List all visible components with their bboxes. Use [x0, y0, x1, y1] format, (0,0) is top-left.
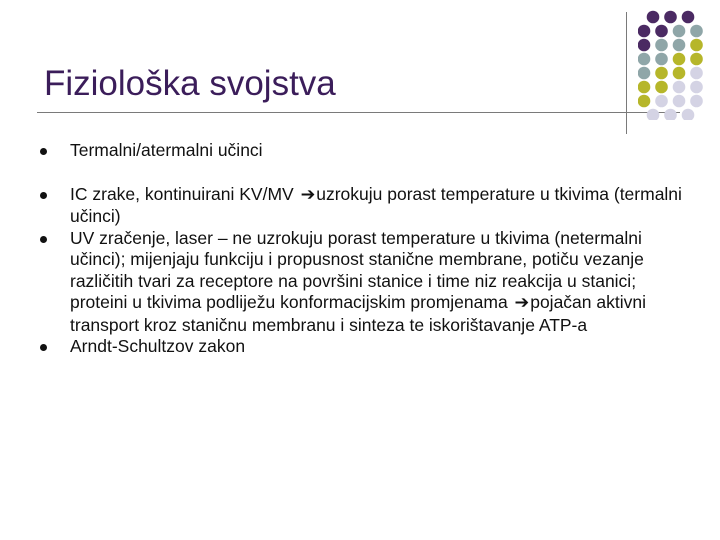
decoration-dot	[655, 53, 668, 66]
bullet-list	[38, 140, 698, 358]
decoration-dot	[638, 81, 650, 94]
decoration-dot	[664, 109, 677, 120]
decoration-dot	[682, 109, 695, 120]
bullet-text: pojačan aktivni transport kroz staničnu membranu i sinteza te iskorištavanje ATP-a	[70, 292, 646, 335]
decoration-dot	[673, 39, 686, 52]
decoration-dot	[638, 67, 650, 80]
decoration-dot	[655, 39, 668, 52]
decoration-dot	[690, 81, 703, 94]
decoration-dot	[655, 67, 668, 80]
dot-grid-decoration	[638, 10, 718, 120]
bullet-item-2	[38, 184, 698, 228]
bullet-dot-icon	[40, 192, 47, 199]
decoration-dot	[673, 67, 686, 80]
bullet-item-1	[38, 140, 698, 162]
title-divider	[37, 112, 680, 113]
corner-divider	[626, 12, 627, 134]
decoration-dot	[647, 11, 660, 24]
bullet-text: IC zrake, kontinuirani KV/MV	[70, 183, 299, 204]
decoration-dot	[673, 53, 686, 66]
bullet-dot-icon	[40, 344, 47, 351]
decoration-dot	[682, 11, 695, 24]
decoration-dot	[647, 109, 660, 120]
decoration-dot	[673, 95, 686, 108]
decoration-dot	[655, 25, 668, 38]
decoration-dot	[673, 81, 686, 94]
decoration-dot	[638, 39, 650, 52]
bullet-dot-icon	[40, 148, 47, 155]
bullet-item-4	[38, 336, 698, 358]
decoration-dot	[638, 95, 650, 108]
decoration-dot	[664, 11, 677, 24]
decoration-dot	[655, 95, 668, 108]
decoration-dot	[690, 67, 703, 80]
decoration-dot	[673, 25, 686, 38]
bullet-text: Termalni/atermalni učinci	[70, 140, 263, 160]
decoration-dot	[690, 25, 703, 38]
slide-title: Fiziološka svojstva	[44, 64, 336, 103]
bullet-item-3	[38, 228, 698, 337]
arrow-right-icon: ➔	[514, 293, 530, 313]
decoration-dot	[690, 39, 703, 52]
bullet-text: uzrokuju porast temperature u tkivima (termalni učinci)	[70, 183, 682, 226]
bullet-dot-icon	[40, 236, 47, 243]
decoration-dot	[690, 53, 703, 66]
decoration-dot	[690, 95, 703, 108]
bullet-text: UV zračenje, laser – ne uzrokuju porast temperature u tkivima (netermalni učinci); mijenjaju funkciju i propusnost stanične membrane, potiču vezanje različitih tvari za receptore na površini stanice i time niz reakcija u stanici; proteini u tkivima podliježu konformacijskim promjenama	[70, 227, 644, 312]
decoration-dot	[638, 25, 650, 38]
bullet-text: Arndt-Schultzov zakon	[70, 336, 246, 356]
arrow-right-icon: ➔	[300, 184, 316, 205]
decoration-dot	[638, 53, 650, 66]
decoration-dot	[655, 81, 668, 94]
